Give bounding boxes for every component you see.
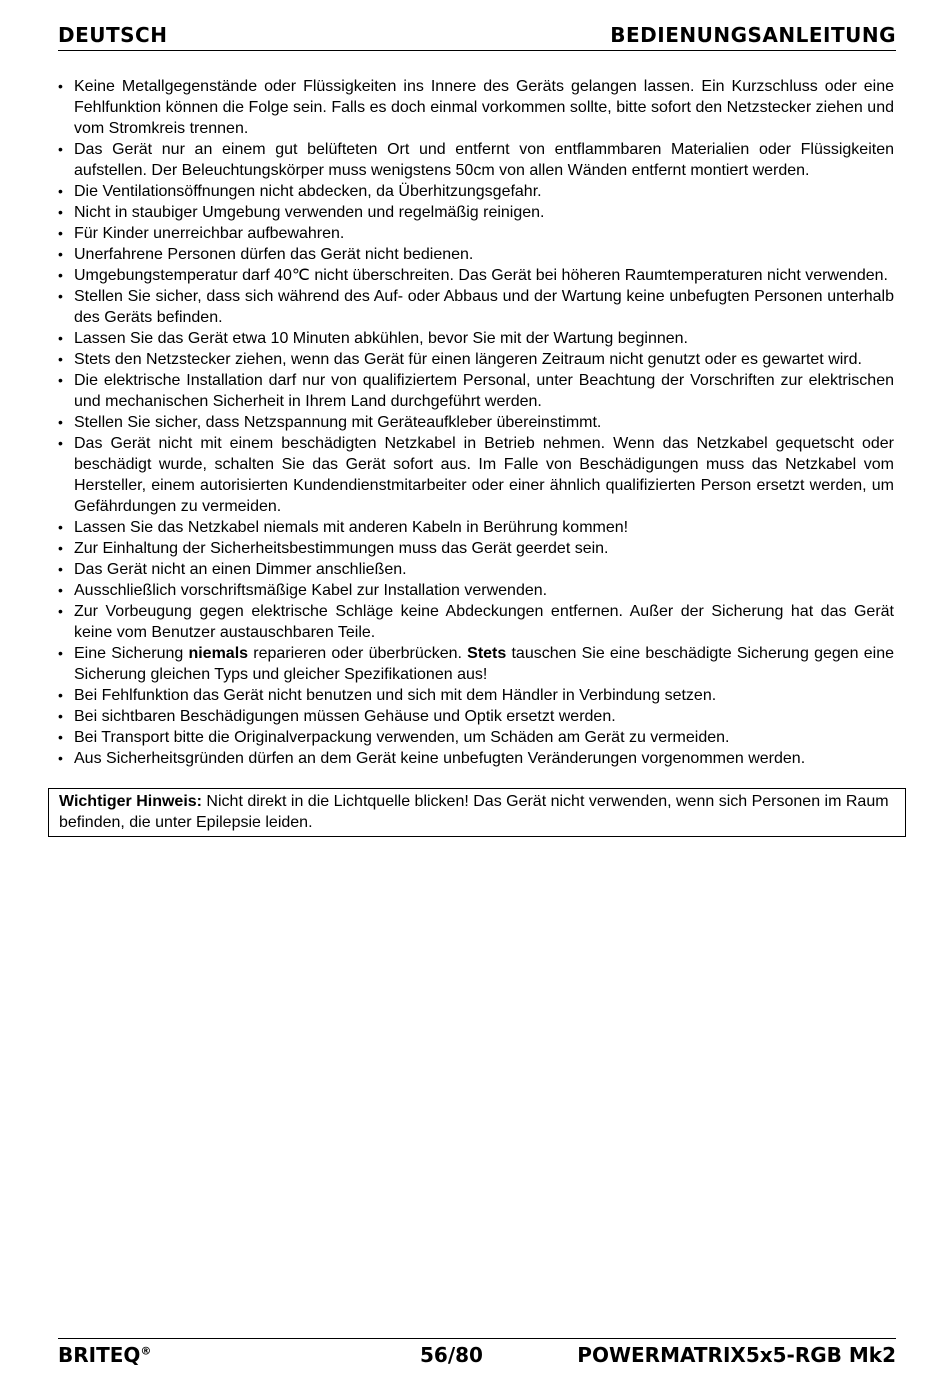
list-item-text: Für Kinder unerreichbar aufbewahren.	[74, 225, 345, 242]
emphasis-always: Stets	[467, 645, 507, 662]
emphasis-never: niemals	[188, 645, 249, 662]
page-content	[58, 76, 894, 837]
list-item	[58, 328, 894, 349]
list-item-text: Aus Sicherheitsgründen dürfen an dem Gerät keine unbefugten Veränderungen vorgenommen werden.	[74, 750, 806, 767]
fuse-text-part: Eine Sicherung	[74, 645, 189, 662]
list-item-text: Die Ventilationsöffnungen nicht abdecken, da Überhitzungsgefahr.	[74, 183, 542, 200]
bullet-icon: •	[58, 708, 63, 724]
bullet-icon: •	[58, 351, 63, 367]
list-item	[58, 244, 894, 265]
list-item	[58, 76, 894, 139]
list-item	[58, 601, 894, 643]
fuse-text-part: tauschen Sie eine beschädigte Sicherung gegen eine Sicherung gleichen Typs und gleicher Spezifikationen aus!	[74, 645, 894, 683]
list-item	[58, 223, 894, 244]
list-item	[58, 202, 894, 223]
list-item	[58, 559, 894, 580]
list-item-text: Bei Fehlfunktion das Gerät nicht benutzen und sich mit dem Händler in Verbindung setzen.	[74, 687, 717, 704]
page-header	[58, 20, 896, 51]
safety-instructions-list	[58, 76, 894, 769]
list-item	[58, 748, 894, 769]
bullet-icon: •	[58, 204, 63, 220]
bullet-icon: •	[58, 246, 63, 262]
list-item-text	[74, 645, 894, 683]
list-item-text: Nicht in staubiger Umgebung verwenden und regelmäßig reinigen.	[74, 204, 545, 221]
list-item	[58, 643, 894, 685]
list-item	[58, 706, 894, 727]
list-item	[58, 580, 894, 601]
list-item-text: Keine Metallgegenstände oder Flüssigkeiten ins Innere des Geräts gelangen lassen. Ein Kurzschluss oder eine Fehlfunktion können die Folge sein. Falls es doch einmal vorkommen sollte, bitte sofort den Netzstecker ziehen und vom Stromkreis trennen.	[74, 78, 894, 137]
important-notice-box	[48, 788, 906, 837]
bullet-icon: •	[58, 78, 63, 94]
bullet-icon: •	[58, 414, 63, 430]
page-footer	[58, 1338, 896, 1367]
bullet-icon: •	[58, 288, 63, 304]
list-item	[58, 685, 894, 706]
bullet-icon: •	[58, 225, 63, 241]
list-item	[58, 265, 894, 286]
list-item-text: Das Gerät nicht an einen Dimmer anschließen.	[74, 561, 407, 578]
brand-name: BRITEQ	[58, 1343, 141, 1367]
bullet-icon: •	[58, 750, 63, 766]
fuse-text-part: reparieren oder überbrücken.	[248, 645, 468, 662]
list-item-text: Stellen Sie sicher, dass Netzspannung mit Geräteaufkleber übereinstimmt.	[74, 414, 602, 431]
bullet-icon: •	[58, 729, 63, 745]
list-item-text: Lassen Sie das Gerät etwa 10 Minuten abkühlen, bevor Sie mit der Wartung beginnen.	[74, 330, 688, 347]
page-number: 56/80	[420, 1343, 483, 1367]
list-item-text: Unerfahrene Personen dürfen das Gerät nicht bedienen.	[74, 246, 474, 263]
model-name: POWERMATRIX5x5-RGB Mk2	[577, 1343, 896, 1367]
bullet-icon: •	[58, 519, 63, 535]
list-item-text: Das Gerät nicht mit einem beschädigten Netzkabel in Betrieb nehmen. Wenn das Netzkabel gequetscht oder beschädigt wurde, schalten Sie das Gerät sofort aus. Im Falle von Beschädigungen muss das Netzkabel vom Hersteller, einem autorisierten Kundendienstmitarbeiter oder einer ähnlich qualifizierten Person ersetzt werden, um Gefährdungen zu vermeiden.	[74, 435, 894, 515]
list-item	[58, 370, 894, 412]
list-item-text: Ausschließlich vorschriftsmäßige Kabel zur Installation verwenden.	[74, 582, 548, 599]
list-item	[58, 412, 894, 433]
bullet-icon: •	[58, 687, 63, 703]
registered-mark: ®	[140, 1344, 152, 1358]
list-item-text: Die elektrische Installation darf nur von qualifiziertem Personal, unter Beachtung der Vorschriften zur elektrischen und mechanischen Sicherheit in Ihrem Land durchgeführt werden.	[74, 372, 894, 410]
bullet-icon: •	[58, 141, 63, 157]
list-item-text: Bei Transport bitte die Originalverpackung verwenden, um Schäden am Gerät zu vermeiden.	[74, 729, 730, 746]
list-item-text: Zur Einhaltung der Sicherheitsbestimmungen muss das Gerät geerdet sein.	[74, 540, 609, 557]
list-item-text: Bei sichtbaren Beschädigungen müssen Gehäuse und Optik ersetzt werden.	[74, 708, 616, 725]
bullet-icon: •	[58, 645, 63, 661]
notice-text: Nicht direkt in die Lichtquelle blicken! Das Gerät nicht verwenden, wenn sich Personen im Raum befinden, die unter Epilepsie leiden.	[59, 793, 889, 831]
bullet-icon: •	[58, 330, 63, 346]
list-item	[58, 349, 894, 370]
list-item-text: Zur Vorbeugung gegen elektrische Schläge keine Abdeckungen entfernen. Außer der Sicherung hat das Gerät keine vom Benutzer austauschbaren Teile.	[74, 603, 894, 641]
notice-label: Wichtiger Hinweis:	[59, 793, 202, 810]
bullet-icon: •	[58, 603, 63, 619]
bullet-icon: •	[58, 582, 63, 598]
brand-logo	[58, 1343, 151, 1367]
list-item-text: Lassen Sie das Netzkabel niemals mit anderen Kabeln in Berührung kommen!	[74, 519, 629, 536]
list-item-text: Umgebungstemperatur darf 40℃ nicht überschreiten. Das Gerät bei höheren Raumtemperaturen nicht verwenden.	[74, 267, 888, 284]
bullet-icon: •	[58, 435, 63, 451]
bullet-icon: •	[58, 561, 63, 577]
bullet-icon: •	[58, 540, 63, 556]
list-item	[58, 517, 894, 538]
header-section-title: BEDIENUNGSANLEITUNG	[610, 23, 896, 47]
bullet-icon: •	[58, 372, 63, 388]
list-item	[58, 139, 894, 181]
list-item	[58, 181, 894, 202]
list-item-text: Stellen Sie sicher, dass sich während des Auf- oder Abbaus und der Wartung keine unbefugten Personen unterhalb des Geräts befinden.	[74, 288, 894, 326]
list-item-text: Das Gerät nur an einem gut belüfteten Ort und entfernt von entflammbaren Materialien oder Flüssigkeiten aufstellen. Der Beleuchtungskörper muss wenigstens 50cm von allen Wänden entfernt montiert werden.	[74, 141, 894, 179]
list-item	[58, 538, 894, 559]
list-item	[58, 727, 894, 748]
list-item-text: Stets den Netzstecker ziehen, wenn das Gerät für einen längeren Zeitraum nicht genutzt oder es gewartet wird.	[74, 351, 862, 368]
bullet-icon: •	[58, 267, 63, 283]
bullet-icon: •	[58, 183, 63, 199]
list-item	[58, 286, 894, 328]
list-item	[58, 433, 894, 517]
header-language: DEUTSCH	[58, 23, 168, 47]
